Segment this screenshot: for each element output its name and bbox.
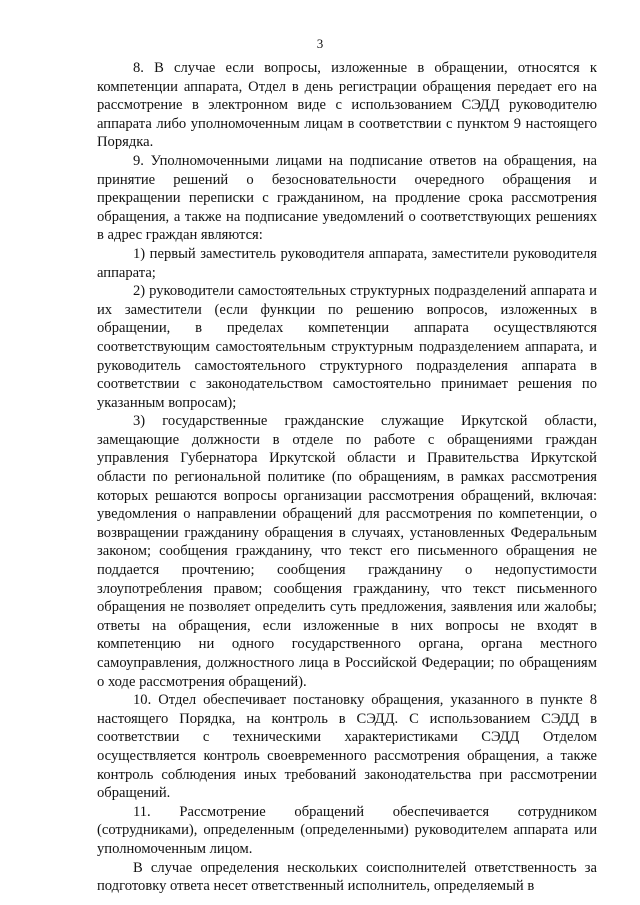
paragraph-item-11: 11. Рассмотрение обращений обеспечивается сотрудником (сотрудниками), определенным (определенными) руководителем аппарата или уполномоченным лицом. (97, 803, 597, 857)
paragraph-continuation: В случае определения нескольких соисполнителей ответственность за подготовку ответа несет ответственный исполнитель, определяемый в (97, 859, 597, 895)
paragraph-subitem-3: 3) государственные гражданские служащие Иркутской области, замещающие должности в отделе по работе с обращениями граждан управления Губернатора Иркутской области и Правительства Иркутской области по региональной политике (по обращениям, в рамках рассмотрения которых решаются вопросы организации рассмотрения обращений, включая: уведомления о направлении обращений для рассмотрения по компетенции, о возвращении гражданину обращения в случаях, установленных Федеральным законом; сообщения гражданину, что текст его письменного обращения не поддается прочтению; сообщения гражданину о недопустимости злоупотребления правом; сообщения гражданину, что текст письменного обращения не позволяет определить суть предложения, заявления или жалобы; ответы на обращения, если изложенные в них вопросы не входят в компетенцию ни одного государственного органа, органа местного самоуправления, должностного лица в Российской Федерации; по обращениям о ходе рассмотрения обращений). (97, 413, 597, 690)
paragraph-item-8: 8. В случае если вопросы, изложенные в обращении, относятся к компетенции аппарата, Отдел в день регистрации обращения передает его на рассмотрение в электронном виде с использованием СЭДД руководителю аппарата либо уполномоченным лицам в соответствии с пунктом 9 настоящего Порядка. (97, 60, 597, 151)
page-number: 3 (316, 36, 324, 51)
document-body (97, 59, 597, 896)
paragraph-item-10: 10. Отдел обеспечивает постановку обращения, указанного в пункте 8 настоящего Порядка, на контроль в СЭДД. С использованием СЭДД в соответствии с техническими характеристиками СЭДД Отделом осуществляется контроль своевременного рассмотрения обращения, а также контроль соблюдения иных требований законодательства при рассмотрении обращений. (97, 692, 597, 802)
paragraph-subitem-2: 2) руководители самостоятельных структурных подразделений аппарата и их заместители (если функции по решению вопросов, изложенных в обращении, в пределах компетенции аппарата осуществляются соответствующим самостоятельным структурным подразделением аппарата, и руководитель самостоятельного структурного подразделения аппарата в соответствии с законодательством самостоятельно принимает решения по указанным вопросам); (97, 283, 597, 411)
paragraph-subitem-1: 1) первый заместитель руководителя аппарата, заместители руководителя аппарата; (97, 245, 597, 281)
paragraph-item-9: 9. Уполномоченными лицами на подписание ответов на обращения, на принятие решений о безосновательности очередного обращения и прекращении переписки с гражданином, на продление срока рассмотрения обращения, а также на подписание уведомлений о соответствующих решениях в адрес граждан являются: (97, 152, 597, 244)
